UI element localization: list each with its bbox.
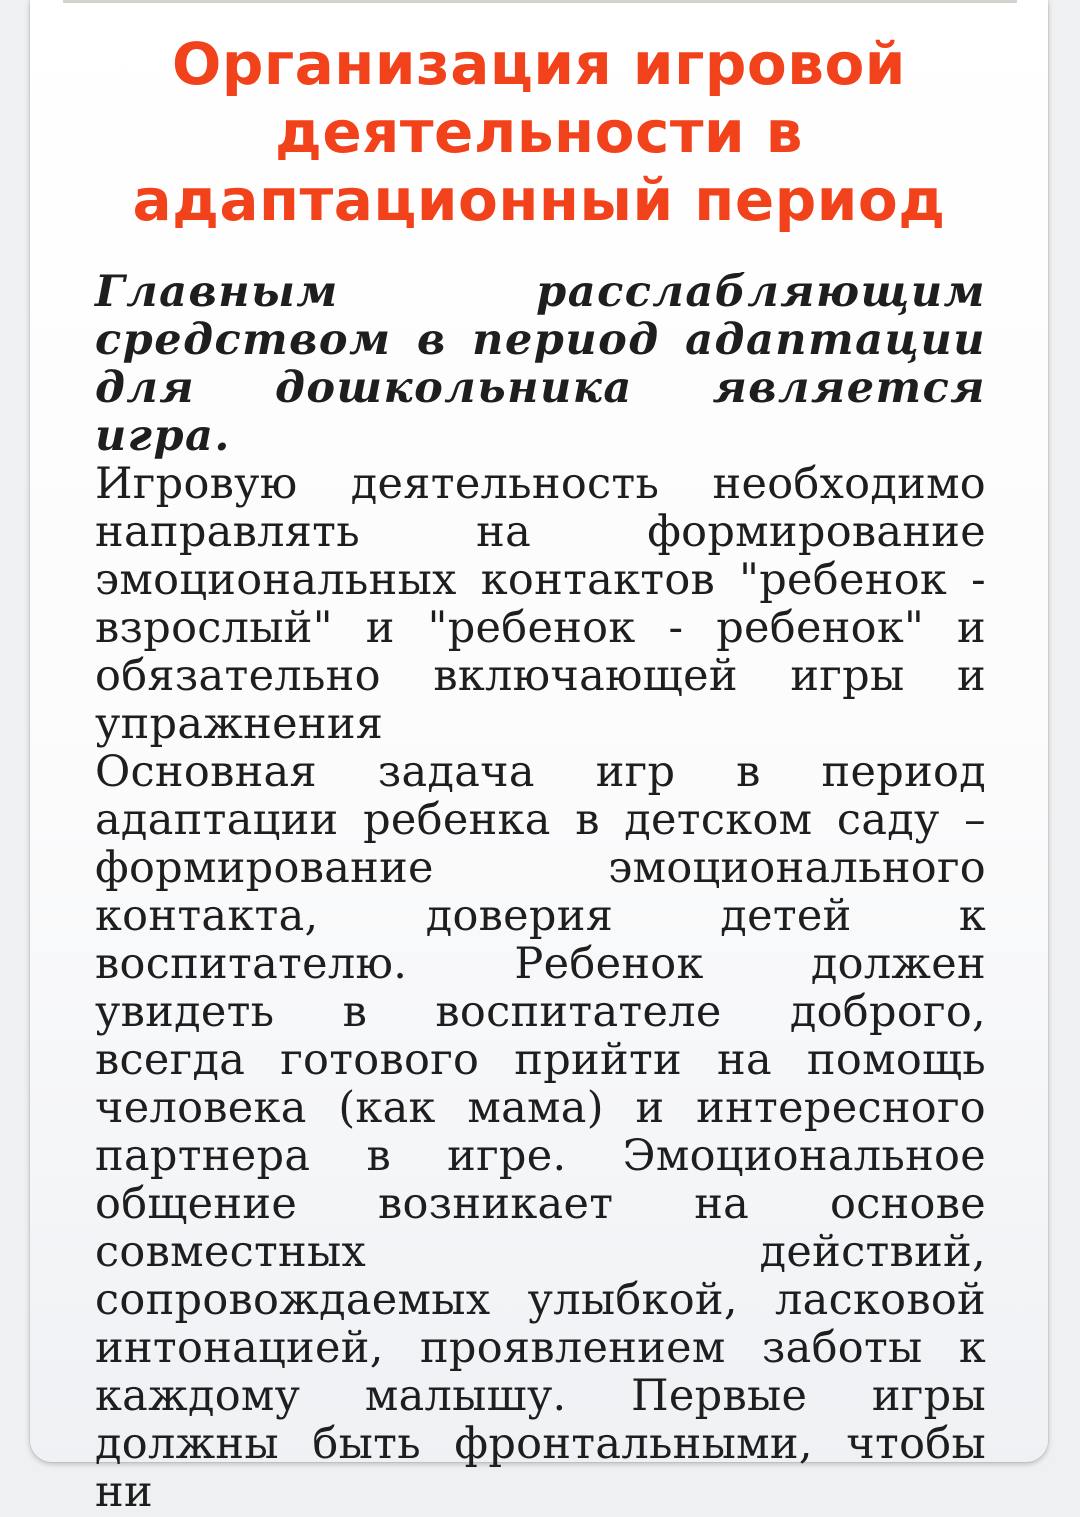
title-line-1: Организация игровой bbox=[172, 30, 906, 98]
lead-paragraph: Главным расслабляющим средством в период адаптации для дошкольника является игра. bbox=[95, 267, 986, 461]
article-title bbox=[30, 30, 1048, 234]
article-card bbox=[30, 0, 1048, 1517]
top-divider bbox=[63, 0, 1017, 3]
title-line-3: адаптационный период bbox=[132, 166, 946, 234]
title-line-2: деятельности в bbox=[275, 98, 803, 166]
paragraph-1: Игровую деятельность необходимо направлять на формирование эмоциональных контактов "ребенок - взрослый" и "ребенок - ребенок" и обязательно включающей игры и упражнения bbox=[95, 459, 986, 749]
article-body bbox=[95, 267, 986, 1517]
paragraph-2: Основная задача игр в период адаптации ребенка в детском саду – формирование эмоционального контакта, доверия детей к воспитателю. Ребенок должен увидеть в воспитателе доброго, всегда готового прийти на помощь человека (как мама) и интересного партнера в игре. Эмоциональное общение возникает на основе совместных действий, сопровождаемых улыбкой, ласковой интонацией, проявлением заботы к каждому малышу. Первые игры должны быть фронтальными, чтобы ни bbox=[95, 747, 986, 1517]
